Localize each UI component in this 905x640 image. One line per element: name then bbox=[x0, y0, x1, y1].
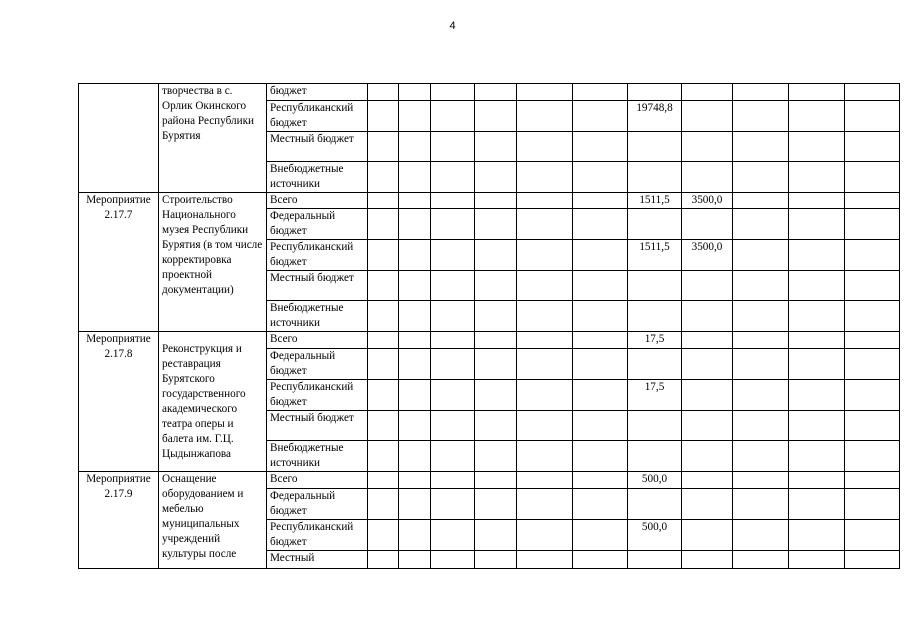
funding-source: Внебюджетные источники bbox=[267, 441, 368, 472]
table-row bbox=[79, 193, 900, 209]
value-cell: 500,0 bbox=[628, 472, 682, 489]
event-name: Оснащение оборудованием и мебелью муниципальных учреждений культуры после bbox=[159, 472, 267, 569]
event-id-cell bbox=[79, 84, 159, 193]
funding-source: Всего bbox=[267, 332, 368, 349]
funding-source: Республиканский бюджет bbox=[267, 101, 368, 132]
funding-source: Республиканский бюджет bbox=[267, 520, 368, 551]
funding-source: Федеральный бюджет bbox=[267, 349, 368, 380]
event-id: Мероприятие 2.17.7 bbox=[79, 193, 159, 332]
event-name: творчества в с. Орлик Окинского района Республики Бурятия bbox=[159, 84, 267, 193]
value-cell: 500,0 bbox=[628, 520, 682, 551]
funding-source: Местный bbox=[267, 551, 368, 569]
table-row bbox=[79, 84, 900, 101]
table-row bbox=[79, 332, 900, 349]
funding-source: Местный бюджет bbox=[267, 271, 368, 301]
funding-source: Местный бюджет bbox=[267, 132, 368, 162]
event-id: Мероприятие 2.17.9 bbox=[79, 472, 159, 569]
value-cell: 3500,0 bbox=[682, 240, 733, 271]
budget-table bbox=[78, 83, 900, 569]
funding-source: Республиканский бюджет bbox=[267, 240, 368, 271]
funding-source: Всего bbox=[267, 472, 368, 489]
funding-source: Всего bbox=[267, 193, 368, 209]
table-row bbox=[79, 472, 900, 489]
value-cell: 3500,0 bbox=[682, 193, 733, 209]
event-id: Мероприятие 2.17.8 bbox=[79, 332, 159, 472]
event-name: Строительство Национального музея Республики Бурятия (в том числе корректировка проектной документации) bbox=[159, 193, 267, 332]
funding-source: Республиканский бюджет bbox=[267, 380, 368, 411]
funding-source: Внебюджетные источники bbox=[267, 162, 368, 193]
funding-source: Внебюджетные источники bbox=[267, 301, 368, 332]
value-cell: 1511,5 bbox=[628, 240, 682, 271]
funding-source: Местный бюджет bbox=[267, 411, 368, 441]
value-cell: 1511,5 bbox=[628, 193, 682, 209]
event-name: Реконструкция и реставрация Бурятского государственного академического театра оперы и балета им. Г.Ц. Цыдынжапова bbox=[159, 332, 267, 472]
value-cell: 17,5 bbox=[628, 332, 682, 349]
page-number: 4 bbox=[449, 20, 456, 32]
value-cell: 19748,8 bbox=[628, 101, 682, 132]
funding-source: бюджет bbox=[267, 84, 368, 101]
funding-source: Федеральный бюджет bbox=[267, 209, 368, 240]
funding-source: Федеральный бюджет bbox=[267, 489, 368, 520]
value-cell: 17,5 bbox=[628, 380, 682, 411]
